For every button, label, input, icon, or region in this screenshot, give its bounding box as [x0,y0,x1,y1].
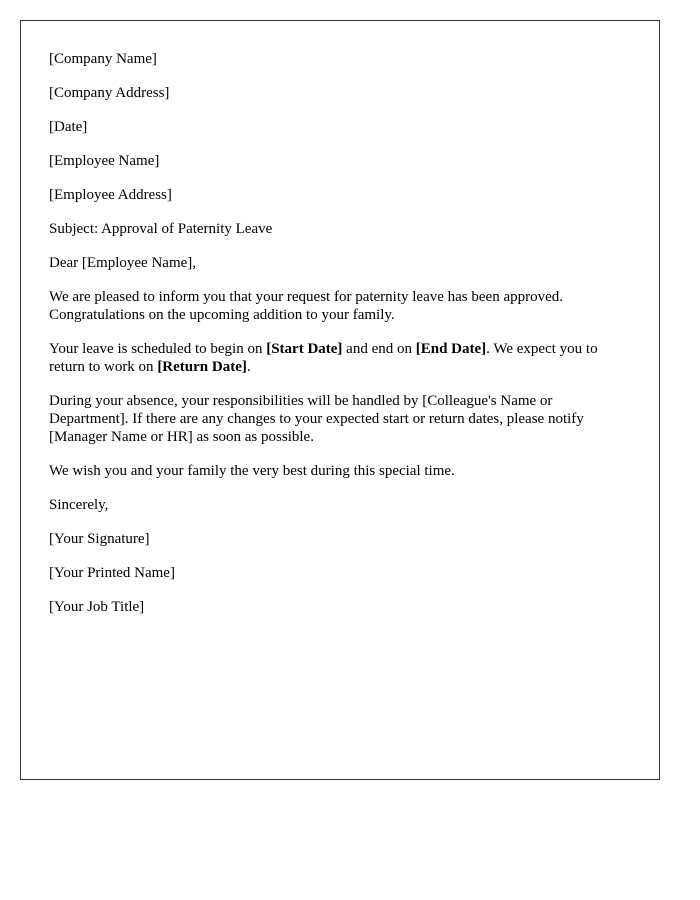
letter-document [20,20,660,780]
schedule-text-2: and end on [342,341,416,357]
body-paragraph-absence: During your absence, your responsibilities will be handled by [Colleague's Name or Department]. If there are any changes to your expected start or return dates, please notify [Manager Name or HR] as soon as possible. [49,393,584,445]
company-address: [Company Address] [49,85,170,101]
schedule-text-1: Your leave is scheduled to begin on [49,341,267,357]
employee-name: [Employee Name] [49,153,160,169]
salutation: Dear [Employee Name], [49,255,197,271]
letter-date: [Date] [49,119,88,135]
end-date: [End Date] [415,341,487,357]
company-name: [Company Name] [49,51,157,67]
start-date: [Start Date] [266,341,343,357]
body-paragraph-wishes: We wish you and your family the very best during this special time. [49,463,455,479]
schedule-text-4: . [246,359,251,375]
return-date: [Return Date] [157,359,247,375]
printed-name: [Your Printed Name] [49,565,175,581]
closing: Sincerely, [49,497,109,513]
job-title: [Your Job Title] [49,599,145,615]
body-paragraph-schedule [49,340,631,376]
employee-address: [Employee Address] [49,187,172,203]
schedule-text-3: . We expect you to return to work on [49,341,598,375]
body-paragraph-approval: We are pleased to inform you that your request for paternity leave has been approved. Congratulations on the upcoming addition to your family. [49,289,564,323]
subject-line: Subject: Approval of Paternity Leave [49,221,273,237]
signature-placeholder: [Your Signature] [49,531,150,547]
